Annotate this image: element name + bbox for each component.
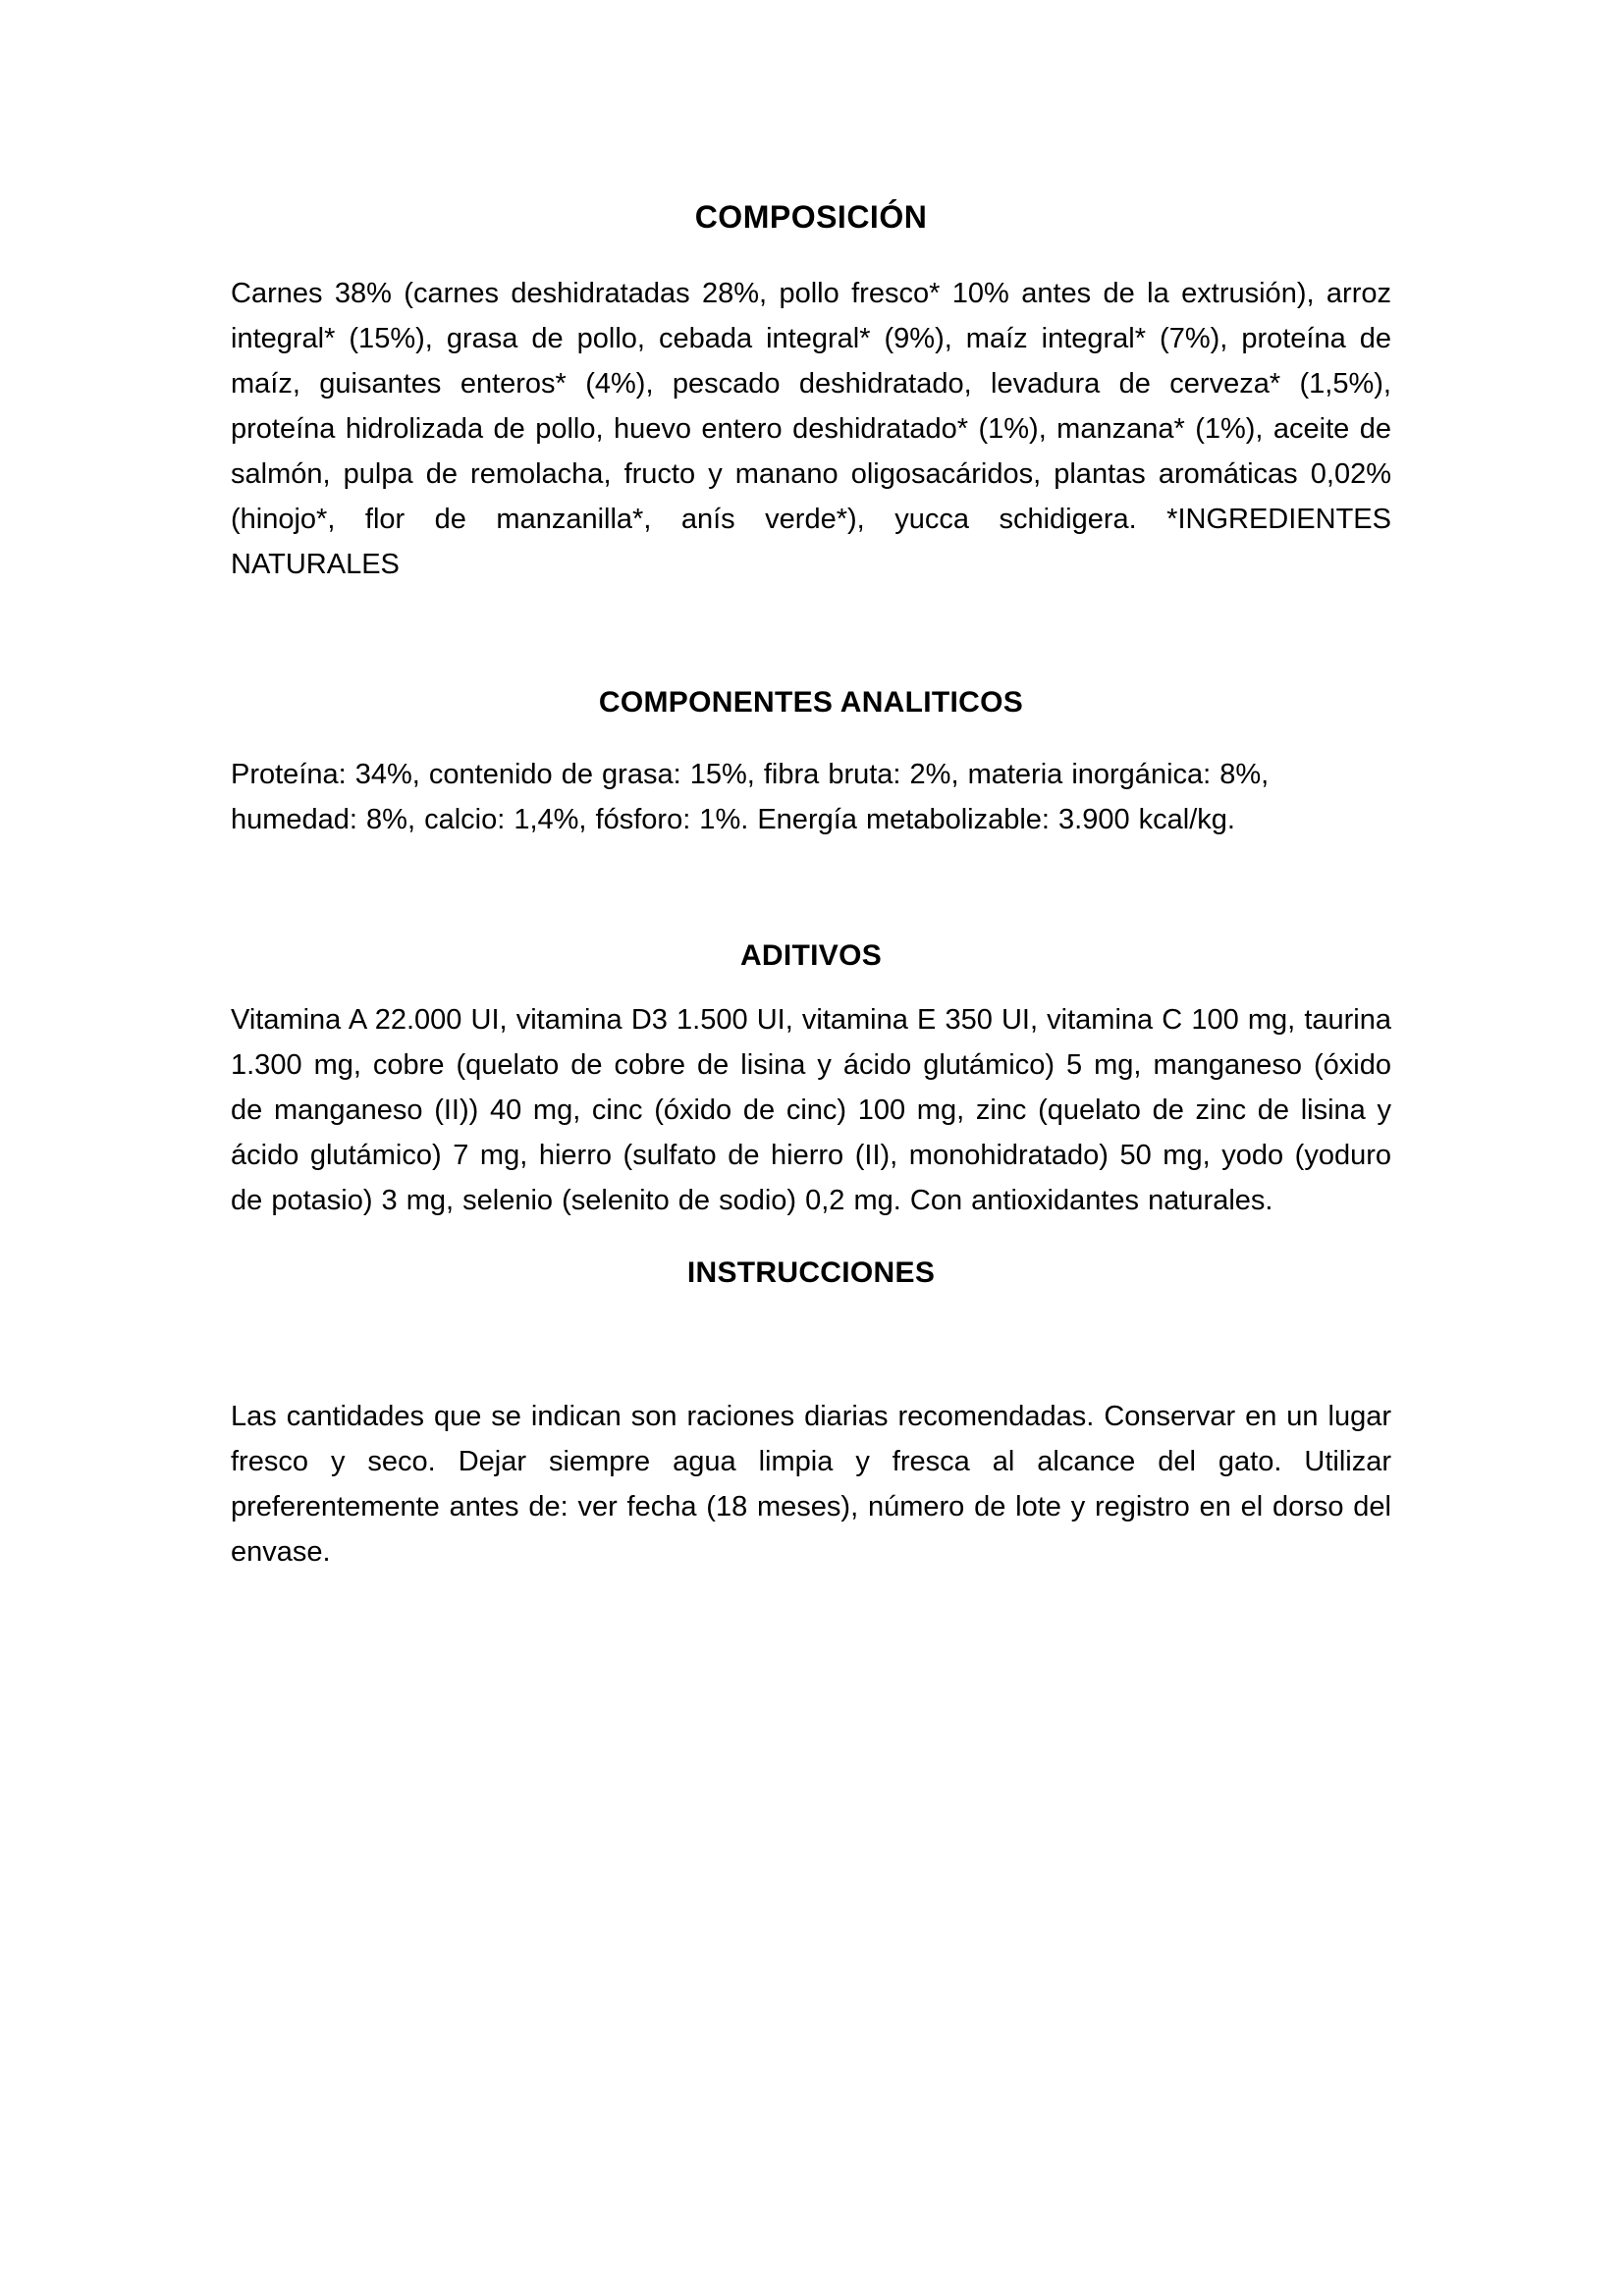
composition-paragraph: Carnes 38% (carnes deshidratadas 28%, pollo fresco* 10% antes de la extrusión), arroz integral* (15%), grasa de pollo, cebada integral* (9%), maíz integral* (7%), proteína de maíz, guisantes enteros* (4%), pescado deshidratado, levadura de cerveza* (1,5%), proteína hidrolizada de pollo, huevo entero deshidratado* (1%), manzana* (1%), aceite de salmón, pulpa de remolacha, fructo y manano oligosacáridos, plantas aromáticas 0,02% (hinojo*, flor de manzanilla*, anís verde*), yucca schidigera. *INGREDIENTES NATURALES bbox=[231, 278, 1391, 580]
analytical-components-paragraph: Proteína: 34%, contenido de grasa: 15%, fibra bruta: 2%, materia inorgánica: 8%, humedad: 8%, calcio: 1,4%, fósforo: 1%. Energía metabolizable: 3.900 kcal/kg. bbox=[231, 759, 1270, 835]
heading-componentes-analiticos: COMPONENTES ANALITICOS bbox=[598, 686, 1024, 719]
page-title: COMPOSICIÓN bbox=[694, 199, 928, 235]
heading-aditivos: ADITIVOS bbox=[739, 939, 883, 972]
heading-instrucciones: INSTRUCCIONES bbox=[686, 1256, 936, 1289]
instructions-paragraph: Las cantidades que se indican son raciones diarias recomendadas. Conservar en un lugar fresco y seco. Dejar siempre agua limpia y fresca al alcance del gato. Utilizar preferentemente antes de: ver fecha (18 meses), número de lote y registro en el dorso del envase. bbox=[231, 1401, 1391, 1568]
additives-paragraph: Vitamina A 22.000 UI, vitamina D3 1.500 UI, vitamina E 350 UI, vitamina C 100 mg, taurina 1.300 mg, cobre (quelato de cobre de lisina y ácido glutámico) 5 mg, manganeso (óxido de manganeso (II)) 40 mg, cinc (óxido de cinc) 100 mg, zinc (quelato de zinc de lisina y ácido glutámico) 7 mg, hierro (sulfato de hierro (II), monohidratado) 50 mg, yodo (yoduro de potasio) 3 mg, selenio (selenito de sodio) 0,2 mg. Con antioxidantes naturales. bbox=[231, 1004, 1391, 1216]
